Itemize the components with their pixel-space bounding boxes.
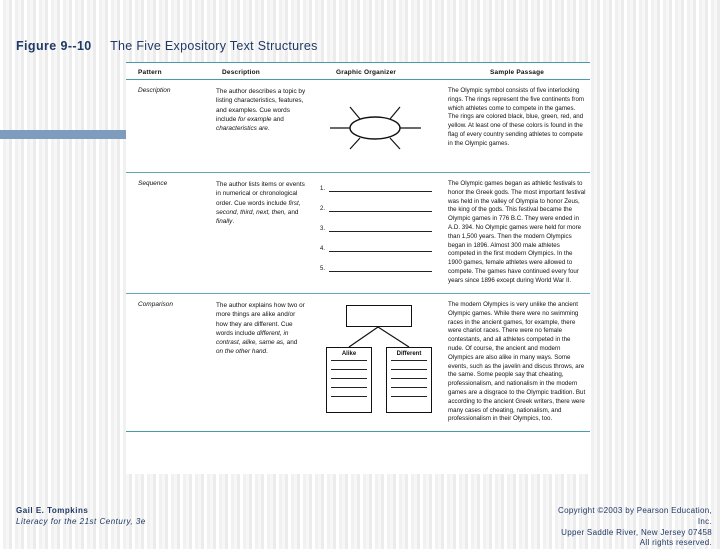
graphic-organizer-sequence — [312, 180, 442, 286]
description-lead: The author lists items or events in numerical or chronological order. Cue words include — [216, 181, 305, 207]
cue-words-secondary: finally — [216, 218, 233, 226]
copyright-line-1: Copyright ©2003 by Pearson Education, — [558, 506, 712, 515]
list-item — [320, 186, 432, 192]
list-item — [320, 206, 432, 212]
copyright-line-3: Upper Saddle River, New Jersey 07458 — [561, 527, 712, 537]
sample-passage: The modern Olympics is very unlike the ancient Olympic games. While there were no swimming races in the ancient games, for example, there were chariot races. There were no female contestants, and all athletes competed in the nude. Of course, the ancient and modern Olympics are also alike in many ways. Some events, such as the javelin and discus throws, are the same. Some people say that cheating, professionalism, and nationalism in the modern games are a disgrace to the Olympic tradition. But according to the ancient Greek writers, there were many cases of cheating, nationalism, and professionalism in their Olympics, too. — [448, 301, 586, 423]
compare-box-different — [386, 347, 432, 413]
page-title — [16, 37, 676, 55]
copyright-line-4: All rights reserved. — [639, 538, 712, 548]
description-lead: The author describes a topic by listing characteristics, features, and examples. Cue words include — [216, 88, 306, 123]
list-item-number: 4. — [320, 246, 326, 252]
list-item-number: 5. — [320, 266, 326, 272]
pattern-label: Comparison — [138, 301, 174, 308]
graphic-organizer-web — [312, 87, 442, 165]
blank-rule — [391, 378, 427, 379]
description-tail: . — [266, 348, 268, 356]
list-item-number: 3. — [320, 226, 326, 232]
sample-passage: The Olympic games began as athletic festivals to honor the Greek gods. The most important festival was held in the valley of Olympia to honor Zeus, the king of the gods. This festival became the Olympic games in 776 B.C. They were ended in A.D. 394. No Olympic games were held for more than 1,500 years. Then the modern Olympics began in 1896. Almost 300 male athletes competed in the first modern Olympics. In the 1900 games, female athletes were allowed to compete. The games have continued every four years since 1896 except during World War II. — [448, 180, 586, 284]
pattern-description — [208, 87, 312, 165]
compare-topic-box — [346, 305, 412, 327]
footer-attribution — [16, 506, 146, 526]
column-header-pattern: Pattern — [138, 69, 162, 76]
blank-rule — [329, 251, 432, 252]
footer-copyright — [558, 506, 712, 549]
table-header-row — [126, 63, 590, 79]
blank-rule — [391, 387, 427, 388]
list-item — [320, 246, 432, 252]
numbered-list-diagram — [320, 180, 432, 272]
blank-rule — [391, 396, 427, 397]
figure-caption: The Five Expository Text Structures — [110, 39, 318, 53]
column-header-description: Description — [222, 69, 260, 76]
table-row — [126, 294, 590, 431]
pattern-label: Sequence — [138, 180, 168, 187]
description-tail: . — [232, 218, 235, 226]
list-item-number: 2. — [320, 206, 326, 212]
pattern-description — [208, 301, 312, 424]
table-row — [126, 173, 590, 293]
copyright-line-2: Inc. — [697, 516, 712, 526]
cue-words-secondary: on the other hand — [216, 348, 267, 356]
blank-rule — [329, 191, 432, 192]
graphic-organizer-comparison — [312, 301, 442, 424]
blank-rule — [331, 360, 367, 361]
list-item — [320, 226, 432, 232]
compare-box-label: Alike — [341, 351, 357, 357]
column-header-organizer: Graphic Organizer — [336, 69, 397, 76]
blank-rule — [329, 231, 432, 232]
blank-rule — [331, 387, 367, 388]
blank-rule — [329, 271, 432, 272]
compare-contrast-diagram — [320, 303, 440, 421]
compare-box-alike — [326, 347, 372, 413]
table-bottom-rule — [126, 431, 590, 432]
cue-words-secondary: characteristics are — [216, 125, 268, 133]
figure-number: Figure 9--10 — [16, 39, 92, 53]
blank-rule — [391, 360, 427, 361]
blank-rule — [331, 378, 367, 379]
figure-panel — [126, 62, 590, 474]
blank-rule — [331, 369, 367, 370]
author-name: Gail E. Tompkins — [16, 506, 89, 515]
book-title: Literacy for the 21st Century, 3e — [16, 517, 146, 526]
table-row — [126, 80, 590, 172]
blank-rule — [331, 396, 367, 397]
blank-rule — [391, 369, 427, 370]
description-conjunction: and — [286, 208, 299, 216]
cue-words-primary: first, second, third, next, then, — [216, 199, 301, 216]
compare-box-label: Different — [396, 351, 422, 357]
cue-words-primary: for example — [238, 115, 272, 123]
web-cluster-icon — [320, 91, 432, 165]
sample-passage: The Olympic symbol consists of five interlocking rings. The rings represent the five continents from which athletes come to compete in the games. The rings are colored black, blue, green, red, and yellow. At least one of these colors is found in the flag of every country sending athletes to compete in the Olympic games. — [448, 87, 585, 147]
description-lead: The author explains how two or more things are alike and/or how they are different. Cue words include — [216, 302, 305, 337]
description-conjunction: and — [284, 339, 298, 347]
list-item — [320, 266, 432, 272]
column-header-passage: Sample Passage — [490, 69, 545, 76]
decorative-accent-bar — [0, 130, 133, 139]
list-item-number: 1. — [320, 186, 326, 192]
description-tail: . — [267, 125, 270, 133]
blank-rule — [329, 211, 432, 212]
pattern-description — [208, 180, 312, 286]
web-cluster-diagram — [320, 91, 432, 165]
pattern-label: Description — [138, 87, 171, 94]
cue-words-primary: different, in contrast, alike, same as, — [216, 329, 289, 347]
description-conjunction: and — [271, 115, 284, 123]
